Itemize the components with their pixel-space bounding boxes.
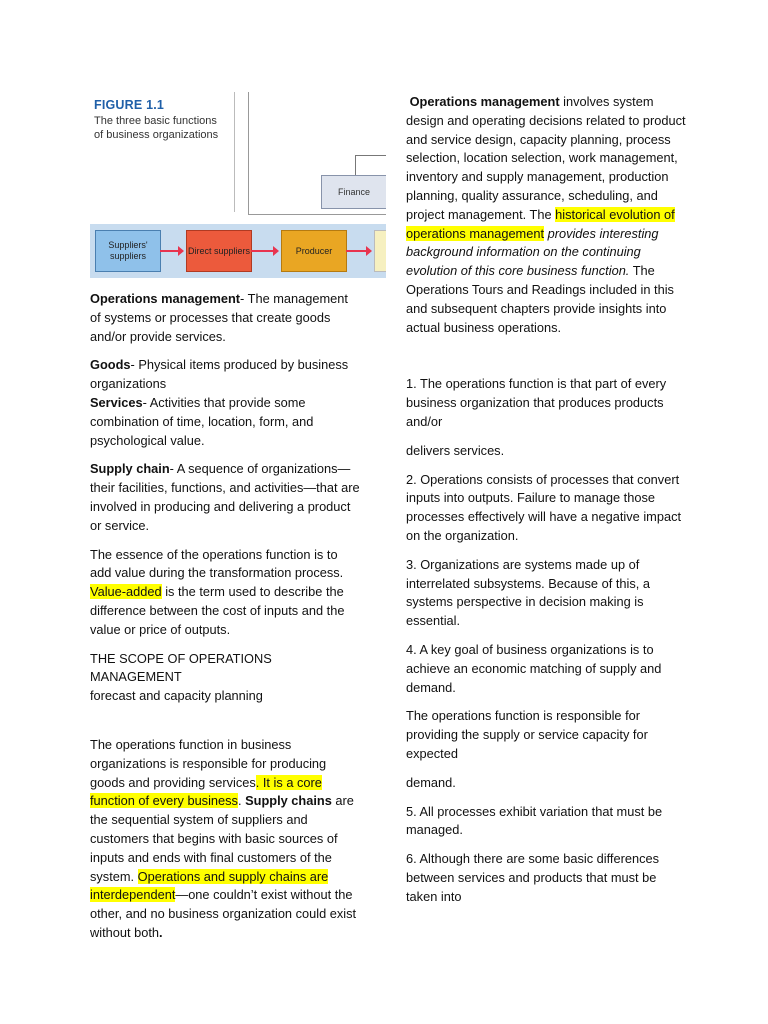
finance-box: Finance (321, 175, 386, 209)
highlight: historical evolution of operations management (406, 206, 675, 241)
next-stage-box-cropped (374, 230, 386, 272)
figure-caption (94, 114, 234, 142)
paragraph-text: —one couldn’t exist without the other, and no business organization could exist without both (90, 887, 357, 940)
term: Supply chain (90, 461, 170, 477)
highlight: Value-added (90, 584, 162, 600)
definition-supply-chain (90, 460, 362, 535)
paragraph-intro (406, 93, 690, 337)
figure-caption-line: The three basic functions (94, 115, 217, 127)
figure-title: FIGURE 1.1 (94, 98, 165, 112)
figure-1-1 (90, 92, 386, 282)
paragraph-essence (90, 546, 362, 640)
point-2: 2. Operations consists of processes that convert inputs into outputs. Failure to manage those processes effectively will have a negative impact on the organization. (406, 471, 682, 543)
italic-text: provides interesting background information on the continuing evolution of this core business function. (406, 225, 659, 279)
paragraph-text: . (237, 793, 246, 809)
paragraph-text: involves system design and operating decisions related to product and service design, capacity planning, process selection, location selection, work management, inventory and supply management, production planning, quality assurance, scheduling, and project management. The (406, 94, 686, 222)
punctuation: . (159, 924, 163, 940)
point-5: 5. All processes exhibit variation that must be managed. (406, 803, 663, 838)
term: Operations management (90, 291, 241, 306)
term: Operations management (409, 94, 560, 109)
figure-divider (234, 92, 235, 212)
point-4-detail: The operations function is responsible for providing the supply or service capacity for expected (406, 708, 648, 761)
paragraph-text: The essence of the operations function is to add value during the transformation process. (90, 546, 344, 581)
definition-goods (90, 356, 362, 394)
definition-text: - Physical items produced by business organizations (90, 357, 349, 392)
arrow-icon (251, 250, 275, 252)
highlight: Operations and supply chains are interdependent (90, 868, 329, 903)
definition-services (90, 394, 362, 450)
definition-operations-management (90, 290, 362, 346)
term: Goods (90, 357, 131, 373)
right-column (406, 93, 690, 916)
paragraph-text: The Operations Tours and Readings included in this and subsequent chapters provide insights into actual business operations. (406, 263, 674, 335)
point-1-continued: delivers services. (406, 442, 505, 458)
paragraph-text: are the sequential system of suppliers and customers that begins with basic sources of inputs and ends with final customers of the system. (90, 793, 354, 884)
org-connector (355, 155, 386, 156)
point-6: 6. Although there are some basic differences between services and products that must be taken into (406, 851, 660, 904)
direct-suppliers-box: Direct suppliers (186, 230, 252, 272)
paragraph-text: The operations function in business organizations is responsible for producing goods and providing services (90, 736, 327, 790)
section-scope (90, 650, 362, 706)
term: Services (90, 394, 143, 410)
point-4: 4. A key goal of business organizations is to achieve an economic matching of supply and demand. (406, 641, 662, 695)
arrow-icon (346, 250, 368, 252)
org-connector (355, 155, 356, 175)
producer-box: Producer (281, 230, 347, 272)
term: Supply chains (245, 793, 332, 809)
paragraph-text: is the term used to describe the difference between the cost of inputs and the value or price of outputs. (90, 584, 345, 637)
left-column (90, 290, 362, 953)
paragraph-operations-function (90, 736, 362, 943)
point-3: 3. Organizations are systems made up of interrelated subsystems. Because of this, a systems perspective in decision making is essential. (406, 556, 650, 629)
section-heading: THE SCOPE OF OPERATIONS MANAGEMENT (90, 650, 272, 685)
suppliers-suppliers-box: Suppliers' suppliers (95, 230, 161, 272)
arrow-icon (160, 250, 180, 252)
highlight: . It is a core function of every business (90, 774, 322, 809)
definition-text: - The management of systems or processes that create goods and/or provide services. (90, 291, 348, 344)
definition-text: - Activities that provide some combination of time, location, form, and psychological value. (90, 394, 314, 448)
section-subheading: forecast and capacity planning (90, 688, 263, 704)
point-4-continued: demand. (406, 774, 456, 790)
definition-text: - A sequence of organizations—their facilities, functions, and activities—that are involved in producing and delivering a product or service. (90, 461, 360, 533)
figure-caption-line: of business organizations (94, 129, 219, 141)
point-1: 1. The operations function is that part of every business organization that produces products and/or (406, 376, 667, 429)
